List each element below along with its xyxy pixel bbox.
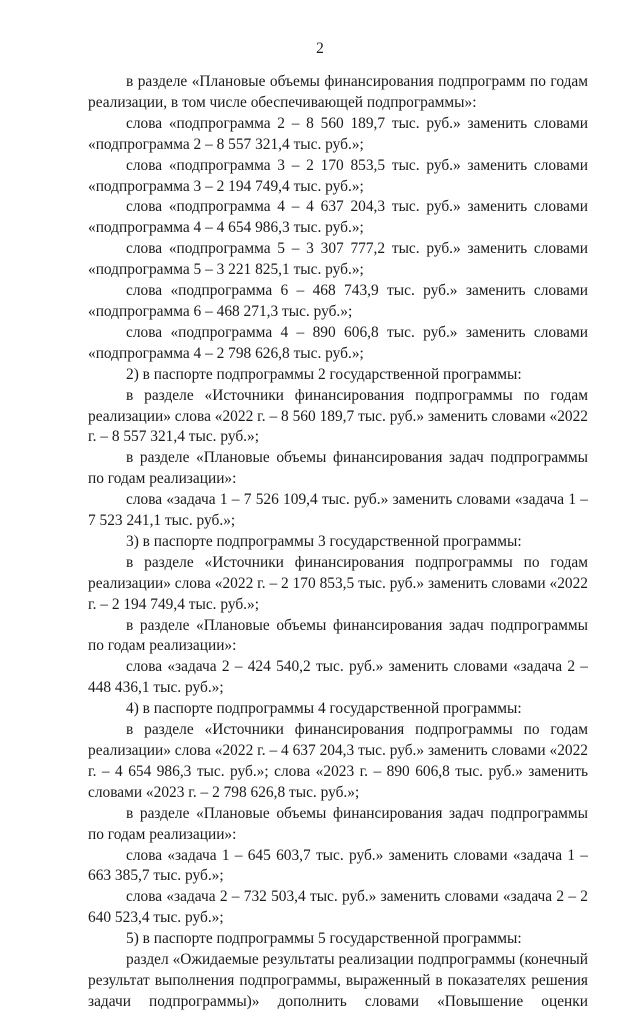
paragraph: слова «подпрограмма 4 – 890 606,8 тыс. руб.» заменить словами «подпрограмма 4 – 2 798 626,8 тыс. руб.»;	[88, 323, 588, 362]
paragraph: в разделе «Плановые объемы финансирования подпрограмм по годам реализации, в том числе обеспечивающей подпрограммы»:	[88, 73, 588, 111]
paragraph: в разделе «Плановые объемы финансирования задач подпрограммы по годам реализации»:	[88, 616, 588, 655]
paragraph: слова «подпрограмма 5 – 3 307 777,2 тыс. руб.» заменить словами «подпрограмма 5 – 3 221 825,1 тыс. руб.»;	[88, 240, 588, 279]
paragraph: в разделе «Плановые объемы финансирования задач подпрограммы по годам реализации»:	[88, 449, 588, 488]
paragraph: слова «задача 2 – 732 503,4 тыс. руб.» заменить словами «задача 2 – 2 640 523,4 тыс. руб.»;	[88, 888, 588, 927]
paragraph: слова «подпрограмма 2 – 8 560 189,7 тыс. руб.» заменить словами «подпрограмма 2 – 8 557 321,4 тыс. руб.»;	[88, 114, 588, 153]
paragraph: в разделе «Источники финансирования подпрограммы по годам реализации» слова «2022 г. – 8 560 189,7 тыс. руб.» заменить словами «2022 г. – 8 557 321,4 тыс. руб.»;	[88, 386, 588, 446]
document-body	[88, 72, 588, 1013]
paragraph: в разделе «Источники финансирования подпрограммы по годам реализации» слова «2022 г. – 4 637 204,3 тыс. руб.» заменить словами «2022 г. – 4 654 986,3 тыс. руб.»; слова «2023 г. – 890 606,8 тыс. руб.» заменить словами «2023 г. – 2 798 626,8 тыс. руб.»;	[88, 721, 588, 801]
paragraph: в разделе «Плановые объемы финансирования задач подпрограммы по годам реализации»:	[88, 804, 588, 843]
paragraph: слова «задача 1 – 7 526 109,4 тыс. руб.» заменить словами «задача 1 – 7 523 241,1 тыс. руб.»;	[88, 491, 588, 530]
paragraph: 5) в паспорте подпрограммы 5 государственной программы:	[126, 930, 522, 948]
paragraph: 3) в паспорте подпрограммы 3 государственной программы:	[126, 532, 522, 550]
paragraph: слова «подпрограмма 4 – 4 637 204,3 тыс. руб.» заменить словами «подпрограмма 4 – 4 654 986,3 тыс. руб.»;	[88, 198, 588, 237]
page-number: 2	[316, 40, 324, 57]
paragraph: слова «задача 2 – 424 540,2 тыс. руб.» заменить словами «задача 2 – 448 436,1 тыс. руб.»;	[88, 658, 588, 697]
paragraph: 2) в паспорте подпрограммы 2 государственной программы:	[126, 365, 522, 383]
paragraph: раздел «Ожидаемые результаты реализации подпрограммы (конечный результат выполнения подпрограммы, выраженный в показателях решения задачи подпрограммы)» дополнить словами «Повышение оценки	[88, 951, 588, 1010]
paragraph: слова «подпрограмма 3 – 2 170 853,5 тыс. руб.» заменить словами «подпрограмма 3 – 2 194 749,4 тыс. руб.»;	[88, 156, 588, 195]
paragraph: слова «подпрограмма 6 – 468 743,9 тыс. руб.» заменить словами «подпрограмма 6 – 468 271,3 тыс. руб.»;	[88, 282, 588, 320]
paragraph: слова «задача 1 – 645 603,7 тыс. руб.» заменить словами «задача 1 – 663 385,7 тыс. руб.»;	[88, 846, 588, 885]
paragraph: 4) в паспорте подпрограммы 4 государственной программы:	[126, 700, 522, 718]
paragraph: в разделе «Источники финансирования подпрограммы по годам реализации» слова «2022 г. – 2 170 853,5 тыс. руб.» заменить словами «2022 г. – 2 194 749,4 тыс. руб.»;	[88, 553, 588, 613]
